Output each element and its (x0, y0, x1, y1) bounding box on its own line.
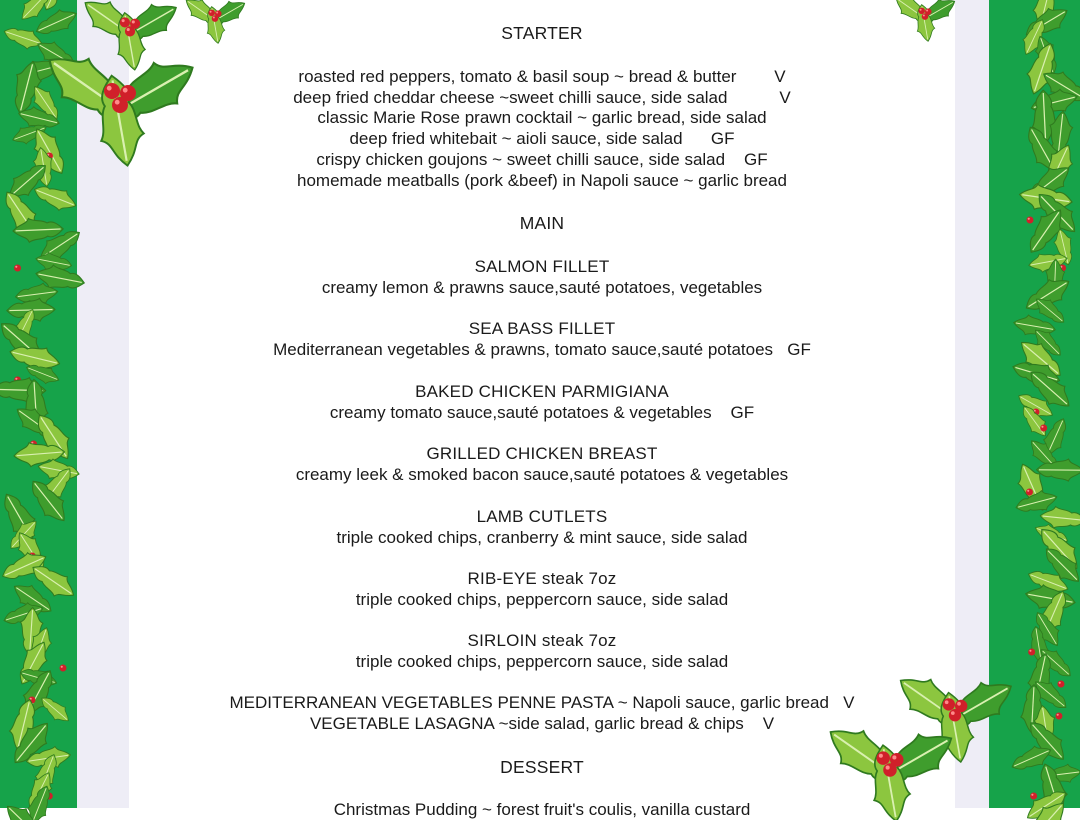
main-dish-name: SEA BASS FILLET (129, 318, 955, 339)
main-dish-desc: creamy tomato sauce,sauté potatoes & vegetables GF (129, 402, 955, 423)
vegetarian-item: MEDITERRANEAN VEGETABLES PENNE PASTA ~ Napoli sauce, garlic bread V (129, 692, 955, 713)
starter-item: crispy chicken goujons ~ sweet chilli sauce, side salad GF (129, 149, 955, 170)
menu (129, 0, 955, 808)
main-dish-name: LAMB CUTLETS (129, 506, 955, 527)
main-dish-name: BAKED CHICKEN PARMIGIANA (129, 381, 955, 402)
section-title-starter: STARTER (129, 23, 955, 44)
main-dish-desc: triple cooked chips, peppercorn sauce, side salad (129, 589, 955, 610)
starter-item: homemade meatballs (pork &beef) in Napoli sauce ~ garlic bread (129, 170, 955, 191)
starter-item: deep fried cheddar cheese ~sweet chilli sauce, side salad V (129, 87, 955, 108)
main-dish-desc: creamy lemon & prawns sauce,sauté potatoes, vegetables (129, 277, 955, 298)
section-title-main: MAIN (129, 213, 955, 234)
main-dish-name: RIB-EYE steak 7oz (129, 568, 955, 589)
starter-item: classic Marie Rose prawn cocktail ~ garlic bread, side salad (129, 107, 955, 128)
vegetarian-item: VEGETABLE LASAGNA ~side salad, garlic bread & chips V (129, 713, 955, 734)
main-dish-name: SIRLOIN steak 7oz (129, 630, 955, 651)
main-dish-name: GRILLED CHICKEN BREAST (129, 443, 955, 464)
dessert-item: Christmas Pudding ~ forest fruit's coulis, vanilla custard (129, 799, 955, 820)
holly-garland-right (1016, 0, 1080, 808)
starter-item: roasted red peppers, tomato & basil soup ~ bread & butter V (129, 66, 955, 87)
starter-item: deep fried whitebait ~ aioli sauce, side salad GF (129, 128, 955, 149)
main-dish-desc: triple cooked chips, peppercorn sauce, side salad (129, 651, 955, 672)
main-dish-desc: Mediterranean vegetables & prawns, tomato sauce,sauté potatoes GF (129, 339, 955, 360)
main-dish-desc: creamy leek & smoked bacon sauce,sauté potatoes & vegetables (129, 464, 955, 485)
main-dish-desc: triple cooked chips, cranberry & mint sauce, side salad (129, 527, 955, 548)
section-title-dessert: DESSERT (129, 757, 955, 778)
main-dish-name: SALMON FILLET (129, 256, 955, 277)
